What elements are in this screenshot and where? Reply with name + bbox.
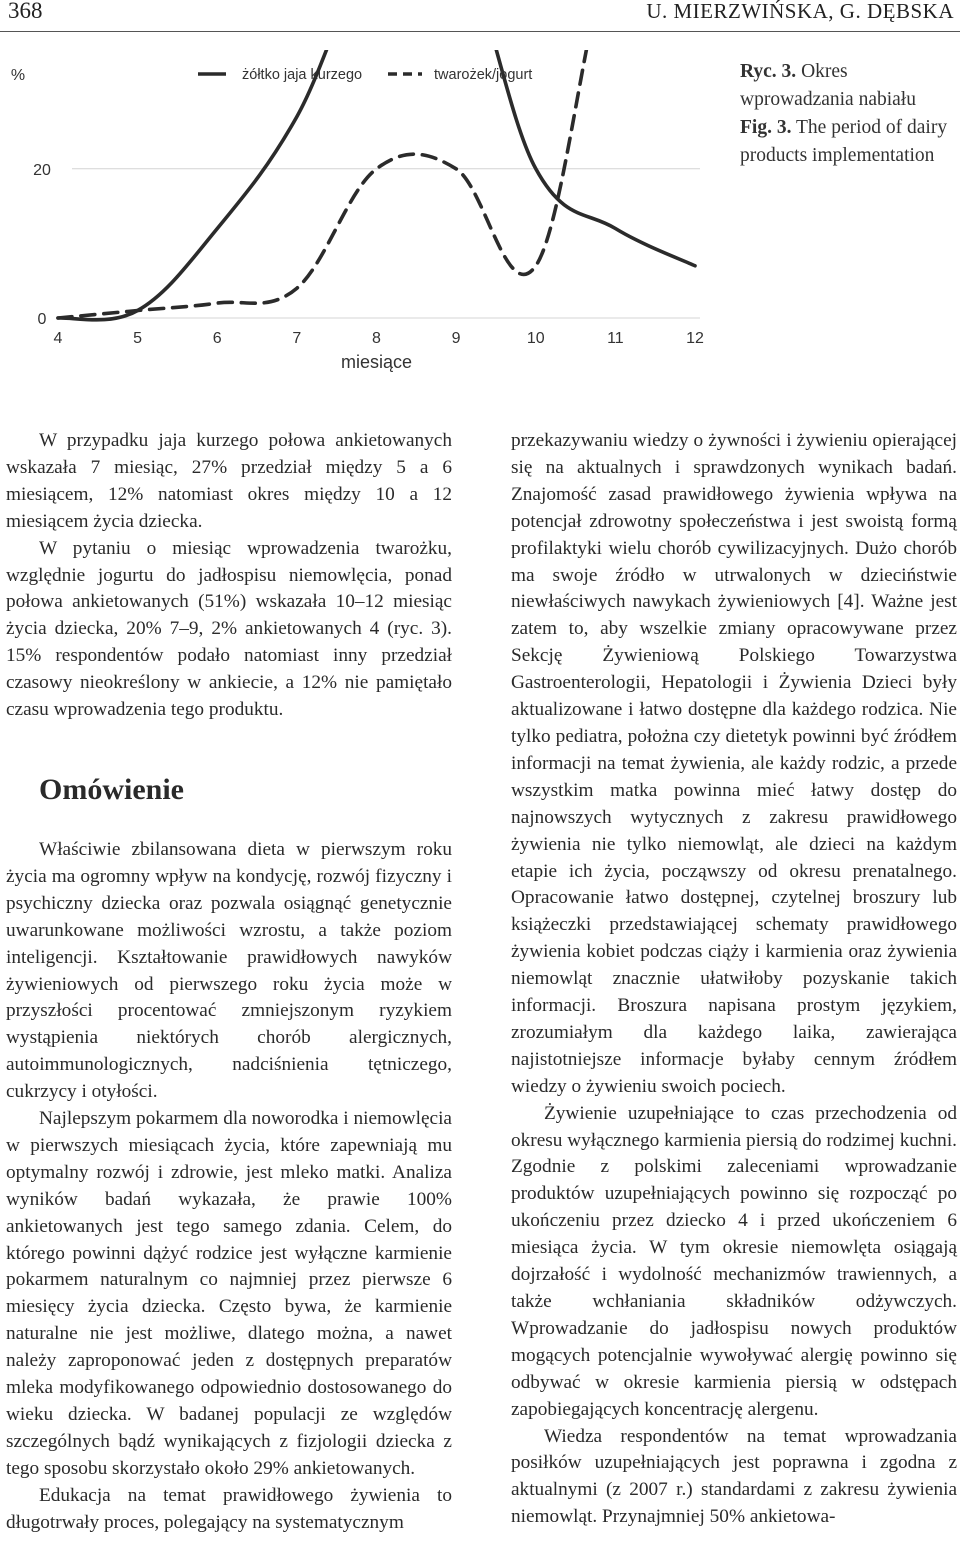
caption-en-label: Fig. 3. bbox=[740, 117, 792, 138]
x-tick-label: 11 bbox=[607, 330, 624, 347]
dairy-line-chart bbox=[0, 50, 730, 380]
figure-caption bbox=[740, 58, 958, 170]
paragraph: Właściwie zbilansowana dieta w pierwszym roku życia ma ogromny wpływ na kondycję, rozwój fizyczny i psychiczny dziecka oraz pozwala osiągnąć genetycznie uwarunkowane możliwości wzrostu, a także poziom inteligencji. Kształtowanie prawidłowych nawyków żywieniowych od pierwszego roku życia może w przyszłości procentować zmniejszonym ryzykiem wystąpienia niektórych chorób alergicznych, autoimmunologicznych, nadciśnienia tętniczego, cukrzycy i otyłości. bbox=[6, 838, 452, 1103]
page-number: 368 bbox=[8, 0, 43, 23]
paragraph: Edukacja na temat prawidłowego żywienia to długotrwały proces, polegający na systematycznym bbox=[6, 1484, 452, 1533]
x-axis-label: miesiące bbox=[340, 352, 413, 372]
caption-en-text: The period of dairy products implementation bbox=[740, 117, 948, 166]
y-tick-label: 0 bbox=[37, 311, 47, 328]
caption-pl-text: Okres wprowadzania nabiału bbox=[740, 61, 916, 110]
y-axis-label: % bbox=[10, 67, 26, 84]
left-discussion-text bbox=[6, 837, 452, 1537]
paragraph: W przypadku jaja kurzego połowa ankietowanych wskazała 7 miesiąc, 27% przedział między 5 a 6 miesiącem, 12% natomiast okres między 10 a 12 miesiącem życia dziecka. bbox=[6, 430, 452, 532]
paragraph: Wiedza respondentów na temat wprowadzania posiłków uzupełniających jest poprawna i zgodna z aktualnymi (z 2007 r.) standardami z zakresu żywienia niemowląt. Przynajmniej 50% ankietowa- bbox=[511, 1425, 957, 1528]
x-tick-label: 8 bbox=[372, 330, 381, 347]
x-tick-label: 5 bbox=[133, 330, 143, 347]
paragraph: Najlepszym pokarmem dla noworodka i niemowlęcia w pierwszych miesiącach życia, które zapewniają mu optymalny rozwój i zdrowie, jest mleko matki. Analiza wyników badań wykazała, że prawie 100% ankietowanych jest tego samego zdania. Celem, do którego powinni dążyć rodzice jest wyłączne karmienie pokarmem naturalnym co najmniej przez pierwsze 6 miesięcy życia dziecka. Często bywa, że karmienie naturalne nie jest możliwe, dlatego można, a nawet należy zaproponować jeden z dostępnych preparatów mleka modyfikowanego odpowiednio dostosowanego do wieku dziecka. W badanej populacji ze względów szczególnych bądź wynikających z fizjologii dziecka z tego sposobu skorzystało około 29% ankietowanych. bbox=[6, 1108, 452, 1479]
x-tick-label: 4 bbox=[53, 330, 63, 347]
paragraph: W pytaniu o miesiąc wprowadzenia twarożku, względnie jogurtu do jadłospisu niemowlęcia, ponad połowa ankietowanych (51%) wskazała 10–12 miesiąc życia dziecka, 20% 7–9, 2% ankietowanych 4 (ryc. 3). 15% respondentów podało natomiast inny przedział czasowy nieokreślony w ankiecie, a 12% nie pamiętało czasu wprowadzenia tego produktu. bbox=[6, 537, 452, 721]
legend-label: twarożek/jogurt bbox=[434, 67, 533, 83]
caption-english bbox=[740, 114, 958, 170]
right-column bbox=[511, 428, 957, 1531]
section-heading: Omówienie bbox=[39, 772, 184, 806]
left-column bbox=[6, 428, 452, 1537]
series-line-cottage-cheese-yogurt bbox=[58, 50, 695, 318]
x-tick-label: 12 bbox=[686, 330, 704, 347]
header-rule bbox=[0, 31, 960, 32]
page-header bbox=[0, 0, 960, 34]
x-tick-label: 10 bbox=[526, 330, 545, 347]
paragraph: przekazywaniu wiedzy o żywności i żywieniu opierającej się na aktualnych i sprawdzonych wynikach badań. Znajomość zasad prawidłowego żywienia wpływa na potencjał zdrowotny społeczeństwa i jest swoistą formą profilaktyki wielu chorób cywilizacyjnych. Dużo chorób ma swoje źródło w utrwalonych w dzieciństwie niewłaściwych nawykach żywieniowych [4]. Ważne jest zatem to, aby wszelkie zmiany opracowywane przez Sekcję Żywieniową Polskiego Towarzystwa Gastroenterologii, Hepatologii i Żywienia Dzieci były aktualizowane i łatwo dostępne dla każdego rodzica. Nie tylko pediatra, położna czy dietetyk powinni być źródłem informacji na temat żywienia, ale każdy rodzic, a przede wszystkim matka powinna mieć łatwy dostęp do najnowszych wytycznych z zakresu prawidłowego żywienia nie tylko niemowląt, ale dzieci na każdym etapie ich życia, począwszy od okresu prenatalnego. Opracowanie łatwo dostępnej, czytelnej broszury lub książeczki przedstawiającej schematy prawidłowego żywienia kobiet podczas ciąży i karmienia oraz żywienia niemowląt znacznie ułatwiłoby pozyskanie takich informacji. Broszura napisana prostym językiem, zrozumiałym dla każdego laika, zawierająca najistotniejsze informacje byłaby cennym źródłem wiedzy o żywieniu swoich pociech. bbox=[511, 430, 957, 1097]
paragraph: Żywienie uzupełniające to czas przechodzenia od okresu wyłącznego karmienia piersią do rodzimej kuchni. Zgodnie z polskimi zaleceniami wprowadzanie produktów uzupełniających powinno się rozpocząć po ukończeniu przez dziecko 4 i przed ukończeniem 6 miesiąca życia. W tym okresie niemowlęta osiągają dojrzałość i wydolność mechanizmów trawiennych, a także wchłaniania składników odżywczych. Wprowadzanie do jadłospisu nowych produktów mogących potencjalnie wywoływać alergię powinno się odbywać w okresie karmienia piersią w odstępach zapobiegających koncentrację alergenu. bbox=[511, 1102, 957, 1420]
x-tick-label: 9 bbox=[451, 330, 461, 347]
caption-polish bbox=[740, 58, 958, 114]
caption-pl-label: Ryc. 3. bbox=[740, 61, 797, 82]
y-tick-label: 20 bbox=[33, 161, 51, 179]
series-line-egg-yolk bbox=[58, 50, 695, 320]
x-tick-label: 6 bbox=[212, 330, 222, 347]
x-tick-label: 7 bbox=[292, 330, 302, 347]
legend-label: żółtko jaja kurzego bbox=[242, 67, 363, 83]
running-head-authors: U. MIERZWIŃSKA, G. DĘBSKA bbox=[646, 0, 954, 23]
left-results-text bbox=[6, 428, 452, 724]
